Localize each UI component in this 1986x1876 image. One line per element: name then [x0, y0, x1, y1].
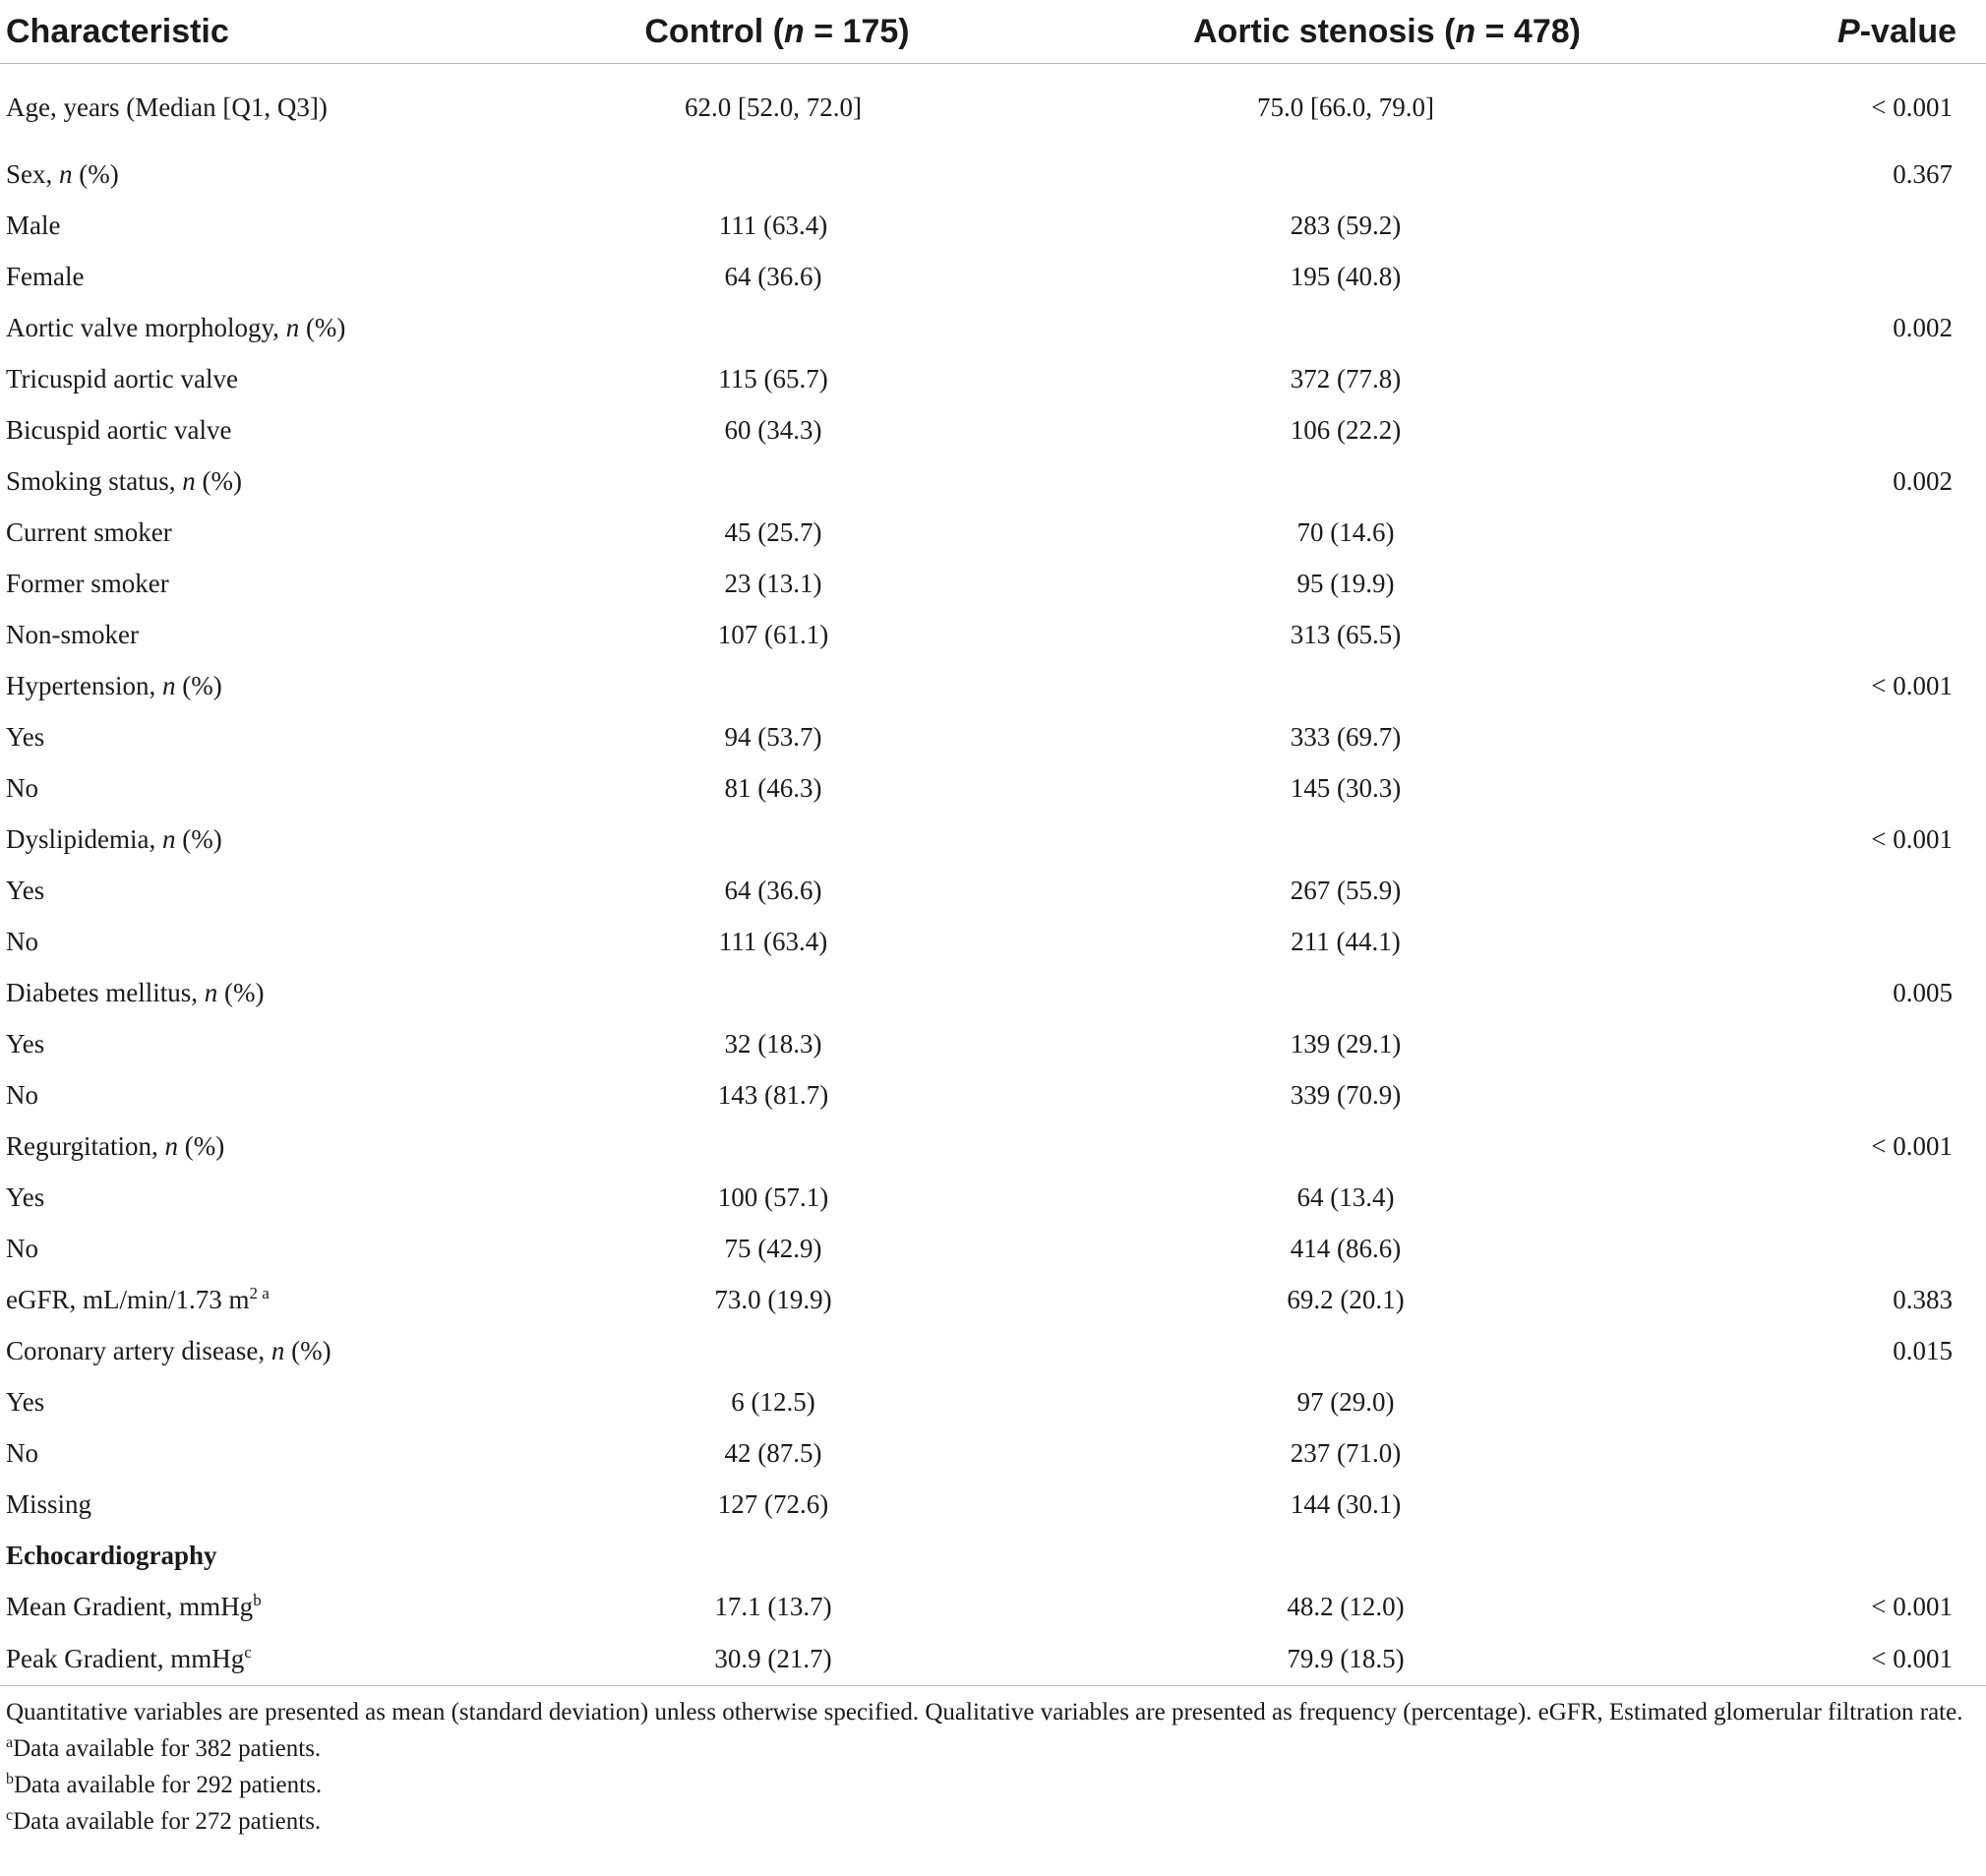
cell-characteristic: Mean Gradient, mmHg$^b$: [6, 1590, 262, 1621]
footnote-marker: b: [253, 1590, 262, 1609]
cell-characteristic: No: [6, 926, 38, 956]
footnote-item: $^b$Data available for 292 patients.: [6, 1771, 323, 1798]
cell-p-value: [1790, 1479, 1986, 1530]
cell-characteristic: Yes: [6, 875, 45, 905]
cell-characteristic: Yes: [6, 1181, 45, 1212]
cell-aortic-stenosis: 267 (55.9): [1290, 875, 1402, 905]
cell-aortic-stenosis: [984, 1325, 1790, 1376]
cell-characteristic: Peak Gradient, mmHg$^c$: [0, 1632, 571, 1686]
cell-characteristic: Non-smoker: [6, 619, 139, 649]
cell-control: 73.0 (19.9): [714, 1284, 832, 1314]
cell-characteristic: Age, years (Median [Q1, Q3]): [6, 91, 328, 122]
cell-control: 143 (81.7): [717, 1079, 829, 1110]
footnote-marker: 2 a: [249, 1283, 270, 1302]
cell-characteristic: Female: [6, 261, 85, 291]
cell-aortic-stenosis: 414 (86.6): [1290, 1233, 1402, 1263]
cell-p-value: < 0.001: [1871, 91, 1953, 122]
cell-aortic-stenosis: 372 (77.8): [1290, 363, 1402, 393]
footnote-mark: c: [6, 1807, 14, 1824]
table-row: [0, 558, 1986, 609]
cell-aortic-stenosis: [984, 967, 1790, 1018]
table-row: [0, 404, 1986, 455]
cell-characteristic: No: [6, 1233, 38, 1263]
footnote-main: Quantitative variables are presented as mean (standard deviation) unless otherwise specified. Qualitative variables are presented as frequency (percentage). eGFR, Estimated glomerular filtration rate.: [6, 1699, 1963, 1725]
footnote-item: $^a$Data available for 382 patients.: [6, 1734, 322, 1762]
cell-p-value: < 0.001: [1790, 1632, 1986, 1686]
table-row: [0, 660, 1986, 711]
table-row: [0, 1223, 1986, 1274]
cell-aortic-stenosis: 106 (22.2): [1290, 414, 1402, 445]
table-row: [0, 149, 1986, 200]
cell-p-value: < 0.001: [1871, 1591, 1953, 1621]
table-row: [0, 251, 1986, 302]
cell-p-value: [1790, 916, 1986, 967]
cell-characteristic: Missing: [6, 1488, 92, 1519]
cell-control: 111 (63.4): [718, 210, 828, 240]
cell-control: 64 (36.6): [724, 261, 822, 291]
table-row: [0, 64, 1986, 150]
cell-characteristic: Echocardiography: [6, 1540, 217, 1570]
cell-p-value: 0.002: [1893, 465, 1953, 496]
cell-control: 94 (53.7): [724, 721, 822, 752]
cell-p-value: [1790, 404, 1986, 455]
cell-p-value: [1790, 609, 1986, 660]
cell-control: 30.9 (21.7): [571, 1632, 984, 1686]
cell-characteristic: Smoking status, n (%): [6, 465, 243, 496]
table-row: [0, 1120, 1986, 1172]
table-row: [0, 762, 1986, 814]
cell-p-value: [1790, 1376, 1986, 1427]
cell-aortic-stenosis: 237 (71.0): [1290, 1437, 1402, 1468]
cell-control: [571, 302, 984, 353]
cell-aortic-stenosis: [984, 660, 1790, 711]
cell-control: [571, 1530, 984, 1581]
cell-aortic-stenosis: [984, 455, 1790, 507]
cell-characteristic: Yes: [6, 1386, 45, 1417]
footnote-marker: c: [244, 1642, 252, 1662]
cell-p-value: 0.005: [1893, 977, 1953, 1007]
cell-characteristic: Regurgitation, n (%): [6, 1130, 225, 1161]
cell-control: 107 (61.1): [717, 619, 829, 649]
cell-aortic-stenosis: 70 (14.6): [1296, 516, 1395, 547]
header-aortic-stenosis: Aortic stenosis (n = 478): [984, 0, 1790, 64]
cell-p-value: < 0.001: [1871, 670, 1953, 700]
cell-p-value: [1790, 1223, 1986, 1274]
cell-characteristic: No: [6, 772, 38, 803]
cell-p-value: [1790, 558, 1986, 609]
cell-p-value: [1790, 865, 1986, 916]
cell-characteristic: Male: [6, 210, 61, 240]
cell-aortic-stenosis: 211 (44.1): [1291, 926, 1401, 956]
cell-p-value: < 0.001: [1871, 823, 1953, 854]
cell-aortic-stenosis: [984, 1530, 1790, 1581]
cell-characteristic: Aortic valve morphology, n (%): [6, 312, 346, 342]
cell-p-value: [1790, 1530, 1986, 1581]
cell-control: [571, 1325, 984, 1376]
table-row: [0, 865, 1986, 916]
header-characteristic: Characteristic: [0, 0, 571, 64]
footnote-mark: a: [6, 1734, 14, 1751]
cell-p-value: [1790, 1427, 1986, 1479]
cell-control: [571, 660, 984, 711]
table-row: [0, 1479, 1986, 1530]
cell-p-value: 0.002: [1893, 312, 1953, 342]
cell-p-value: [1790, 711, 1986, 762]
cell-characteristic: No: [6, 1079, 38, 1110]
cell-aortic-stenosis: 48.2 (12.0): [1287, 1591, 1405, 1621]
cell-control: 17.1 (13.7): [714, 1591, 832, 1621]
cell-p-value: 0.367: [1893, 158, 1953, 189]
cell-aortic-stenosis: [984, 1120, 1790, 1172]
table-row: [0, 1376, 1986, 1427]
table-row: [0, 302, 1986, 353]
cell-aortic-stenosis: 64 (13.4): [1296, 1181, 1395, 1212]
cell-control: 115 (65.7): [718, 363, 828, 393]
cell-characteristic: Bicuspid aortic valve: [6, 414, 232, 445]
cell-aortic-stenosis: [984, 302, 1790, 353]
cell-control: 6 (12.5): [731, 1386, 815, 1417]
cell-characteristic: Tricuspid aortic valve: [6, 363, 238, 393]
header-row: [0, 0, 1986, 64]
cell-characteristic: Yes: [6, 721, 45, 752]
cell-aortic-stenosis: [984, 814, 1790, 865]
cell-control: 32 (18.3): [724, 1028, 822, 1059]
table-footnotes: [6, 1694, 1983, 1840]
cell-control: 100 (57.1): [717, 1181, 829, 1212]
table-row: [0, 455, 1986, 507]
cell-aortic-stenosis: 139 (29.1): [1290, 1028, 1402, 1059]
cell-aortic-stenosis: 75.0 [66.0, 79.0]: [1257, 91, 1434, 122]
table-row: [0, 200, 1986, 251]
table-row: [0, 1274, 1986, 1325]
cell-p-value: 0.383: [1893, 1284, 1953, 1314]
cell-characteristic: Dyslipidemia, n (%): [6, 823, 222, 854]
table-row: [0, 1172, 1986, 1223]
cell-characteristic: Current smoker: [6, 516, 172, 547]
cell-characteristic: Coronary artery disease, n (%): [6, 1335, 331, 1365]
cell-control: 23 (13.1): [724, 568, 822, 598]
cell-control: [571, 967, 984, 1018]
table-row: [0, 916, 1986, 967]
cell-p-value: [1790, 762, 1986, 814]
cell-control: 127 (72.6): [717, 1488, 829, 1519]
cell-aortic-stenosis: 145 (30.3): [1290, 772, 1402, 803]
cell-control: 64 (36.6): [724, 875, 822, 905]
cell-p-value: [1790, 1069, 1986, 1120]
cell-control: [571, 814, 984, 865]
cell-characteristic: Former smoker: [6, 568, 169, 598]
cell-control: [571, 149, 984, 200]
cell-aortic-stenosis: 195 (40.8): [1290, 261, 1402, 291]
cell-control: [571, 1120, 984, 1172]
cell-control: 45 (25.7): [724, 516, 822, 547]
cell-characteristic: No: [6, 1437, 38, 1468]
cell-aortic-stenosis: [984, 149, 1790, 200]
table-row: [0, 1581, 1986, 1632]
cell-aortic-stenosis: 97 (29.0): [1296, 1386, 1395, 1417]
cell-p-value: [1790, 507, 1986, 558]
cell-p-value: [1790, 1018, 1986, 1069]
table-row: [0, 814, 1986, 865]
table-body: [0, 64, 1986, 1686]
footnote-item: $^c$Data available for 272 patients.: [6, 1807, 322, 1835]
cell-aortic-stenosis: 283 (59.2): [1290, 210, 1402, 240]
cell-characteristic: Diabetes mellitus, n (%): [6, 977, 265, 1007]
cell-control: 75 (42.9): [724, 1233, 822, 1263]
footnote-mark: b: [6, 1771, 14, 1787]
cell-characteristic: Sex, n (%): [6, 158, 119, 189]
cell-p-value: [1790, 200, 1986, 251]
table-row: [0, 967, 1986, 1018]
table-row: [0, 1018, 1986, 1069]
header-p-value: P-value: [1790, 0, 1986, 64]
cell-control: 42 (87.5): [724, 1437, 822, 1468]
cell-characteristic: Yes: [6, 1028, 45, 1059]
footnote-list: [6, 1730, 1983, 1840]
cell-p-value: 0.015: [1893, 1335, 1953, 1365]
cell-aortic-stenosis: 333 (69.7): [1290, 721, 1402, 752]
cell-characteristic: Hypertension, n (%): [6, 670, 222, 700]
table-row: [0, 1325, 1986, 1376]
cell-aortic-stenosis: 79.9 (18.5): [984, 1632, 1790, 1686]
table-row: [0, 609, 1986, 660]
table-row: [0, 1427, 1986, 1479]
table-row: [0, 353, 1986, 404]
table-row: [0, 507, 1986, 558]
table-header: [0, 0, 1986, 64]
cell-aortic-stenosis: 313 (65.5): [1290, 619, 1402, 649]
cell-characteristic: eGFR, mL/min/1.73 $m^{2 a}$: [6, 1283, 270, 1314]
cell-aortic-stenosis: 339 (70.9): [1290, 1079, 1402, 1110]
table-row: [0, 711, 1986, 762]
table-row: [0, 1069, 1986, 1120]
cell-control: 81 (46.3): [724, 772, 822, 803]
cell-control: [571, 455, 984, 507]
cell-aortic-stenosis: 69.2 (20.1): [1287, 1284, 1405, 1314]
cell-p-value: [1790, 251, 1986, 302]
header-control: Control (n = 175): [571, 0, 984, 64]
cell-p-value: < 0.001: [1871, 1130, 1953, 1161]
cell-control: 111 (63.4): [718, 926, 828, 956]
cell-control: 60 (34.3): [724, 414, 822, 445]
cell-p-value: [1790, 1172, 1986, 1223]
table-row: [0, 1632, 1986, 1686]
cell-aortic-stenosis: 144 (30.1): [1290, 1488, 1402, 1519]
cell-aortic-stenosis: 95 (19.9): [1296, 568, 1395, 598]
cell-p-value: [1790, 353, 1986, 404]
table-row: [0, 1530, 1986, 1581]
cell-control: 62.0 [52.0, 72.0]: [685, 91, 862, 122]
